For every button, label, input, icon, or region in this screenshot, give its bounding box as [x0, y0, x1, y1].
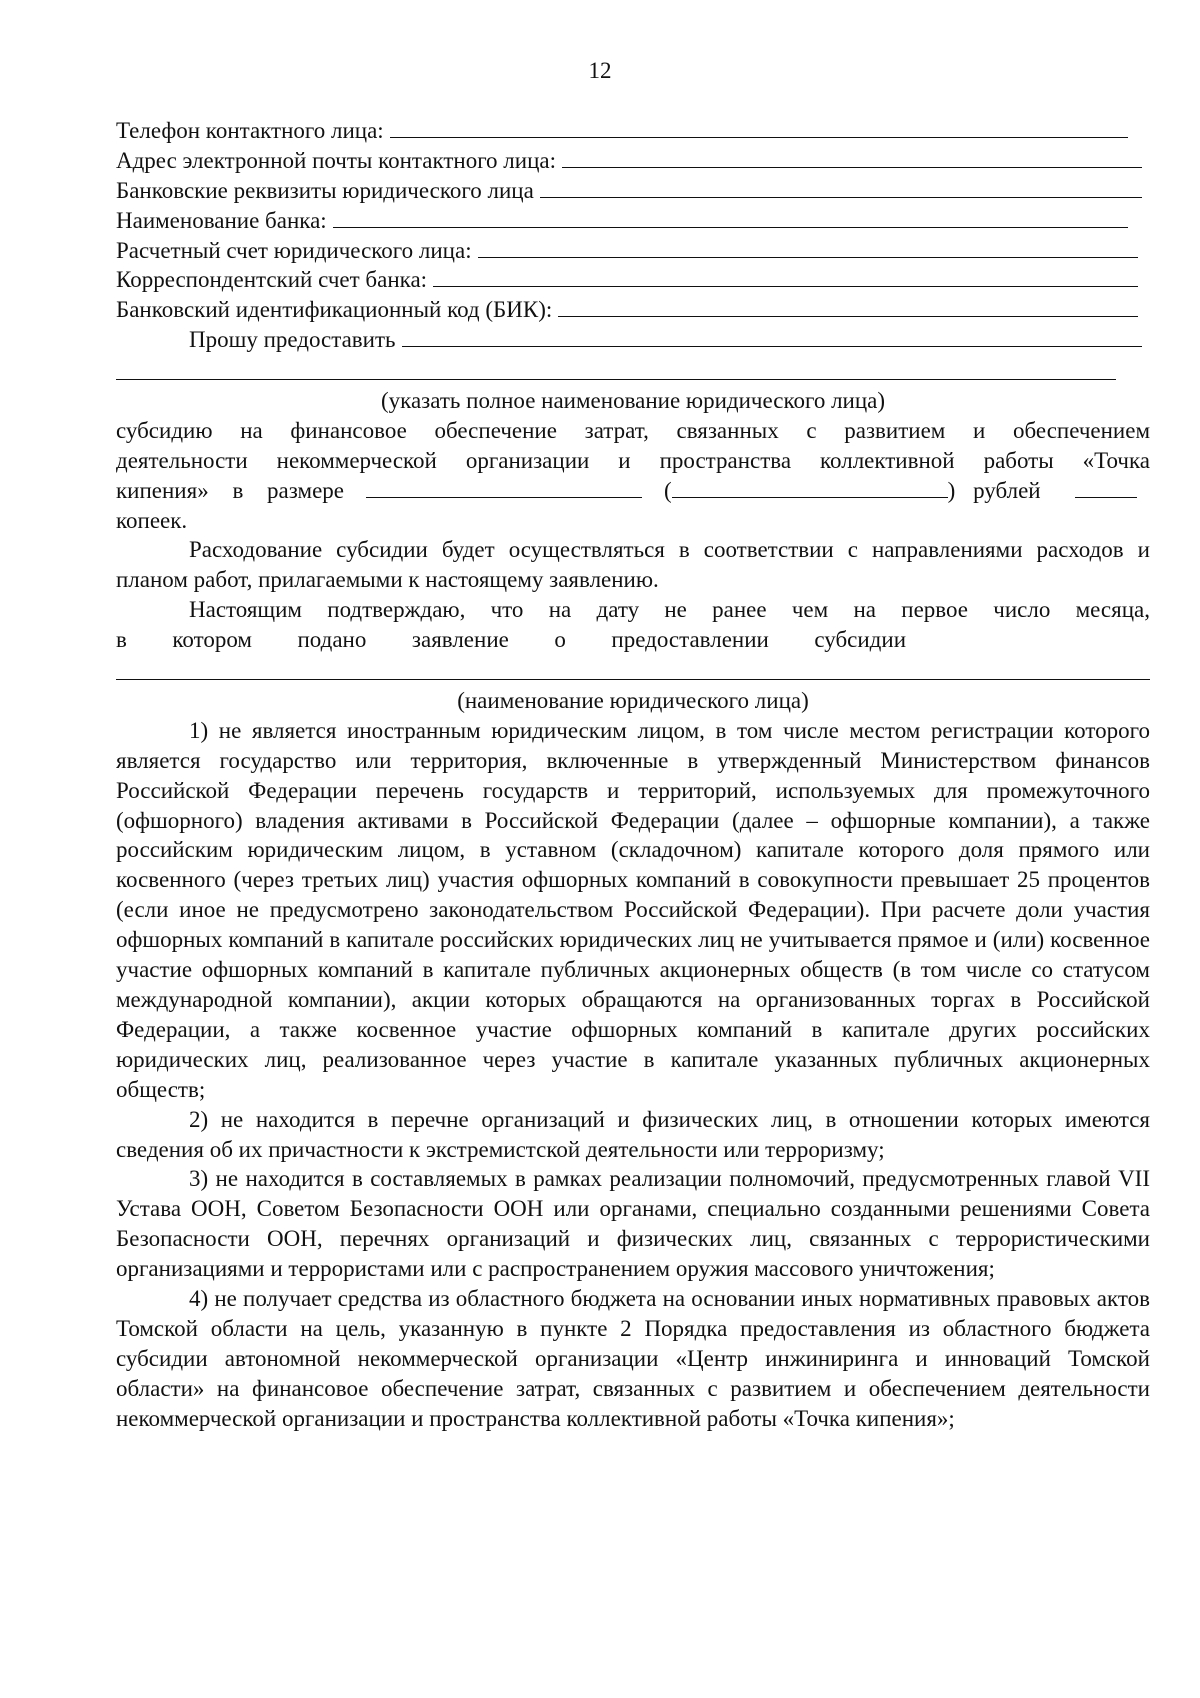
amount-open-paren: ( [664, 477, 672, 503]
blank-line [390, 117, 1128, 138]
field-label: Банковский идентификационный код (БИК): [116, 297, 553, 323]
blank-line [562, 147, 1142, 168]
field-label: Адрес электронной почты контактного лица: [116, 147, 556, 173]
blank-line [478, 237, 1138, 258]
amount-prefix: кипения» в размере [116, 477, 344, 503]
kopecks-blank [1075, 477, 1137, 498]
amount-rubles: ) рублей [947, 477, 1041, 503]
amount-words-blank [672, 477, 948, 498]
blank-line [540, 177, 1142, 198]
name-caption: (наименование юридического лица) [457, 687, 809, 713]
correspondent-account-field [116, 265, 1138, 295]
name-blank-line [116, 655, 1150, 680]
settlement-account-field [116, 236, 1138, 266]
spending-paragraph: Расходование субсидии будет осуществляться в соответствии с направлениями расходов и планом работ, прилагаемыми к настоящему заявлению. [116, 537, 1150, 593]
list-item: 1) не является иностранным юридическим лицом, в том числе местом регистрации которого является государство или территория, включенные в утвержденный Министерством финансов Российской Федерации перечень государств и территорий, используемых для промежуточного (офшорного) владения активами в Российской Федерации (далее – офшорные компании), а также российским юридическим лицом, в уставном (складочном) капитале которого доля прямого или косвенного (через третьих лиц) участия офшорных компаний в совокупности превышает 25 процентов (если иное не предусмотрено законодательством Российской Федерации). При расчете доли участия офшорных компаний в капитале российских юридических лиц не учитывается прямое и (или) косвенное участие офшорных компаний в капитале публичных акционерных обществ (в том числе со статусом международной компании), акции которых обращаются на организованных торгах в Российской Федерации, а также косвенное участие офшорных компаний в капитале других российских юридических лиц, реализованное через участие в капитале указанных публичных акционерных обществ; [116, 717, 1150, 1102]
request-field [116, 325, 1142, 355]
bik-field [116, 295, 1138, 325]
subsidy-text-line: субсидию на финансовое обеспечение затрат, связанных с развитием и обеспечением [116, 417, 1150, 443]
field-label: Телефон контактного лица: [116, 118, 384, 143]
confirm-text-line: в котором подано заявление о предоставлении субсидии [116, 627, 906, 653]
field-label: Расчетный счет юридического лица: [116, 237, 472, 263]
bank-name-field [116, 206, 1128, 236]
amount-row [116, 476, 1150, 506]
request-label: Прошу предоставить [189, 327, 396, 353]
contact-phone-field [116, 116, 1128, 146]
blank-line [558, 296, 1138, 317]
subsidy-text-line: деятельности некоммерческой организации и пространства коллективной работы «Точка [116, 447, 1150, 473]
list-item: 2) не находится в перечне организаций и физических лиц, в отношении которых имеются сведения об их причастности к экстремистской деятельности или терроризму; [116, 1106, 1150, 1162]
blank-line [402, 326, 1142, 347]
confirm-text-line: Настоящим подтверждаю, что на дату не ранее чем на первое число месяца, [189, 597, 1150, 623]
blank-line [333, 207, 1128, 228]
amount-suffix: копеек. [116, 507, 188, 533]
page-number: 12 [588, 58, 612, 83]
field-label: Банковские реквизиты юридического лица [116, 177, 534, 203]
full-name-blank-line [116, 355, 1116, 380]
amount-blank [366, 477, 642, 498]
field-label: Корреспондентский счет банка: [116, 267, 428, 293]
full-name-caption: (указать полное наименование юридического лица) [380, 388, 886, 414]
contact-email-field [116, 146, 1142, 176]
field-label: Наименование банка: [116, 207, 327, 233]
list-item: 3) не находится в составляемых в рамках реализации полномочий, предусмотренных главой VII Устава ООН, Советом Безопасности ООН или органами, специально созданными решениями Совета Безопасности ООН, перечнях организаций и физических лиц, связанных с террористическими организациями и террористами или с распространением оружия массового уничтожения; [116, 1166, 1150, 1282]
list-item: 4) не получает средства из областного бюджета на основании иных нормативных правовых актов Томской области на цель, указанную в пункте 2 Порядка предоставления из областного бюджета субсидии автономной некоммерческой организации «Центр инжиниринга и инноваций Томской области» на финансовое обеспечение затрат, связанных с развитием и обеспечением деятельности некоммерческой организации и пространства коллективной работы «Точка кипения»; [116, 1286, 1150, 1431]
blank-line [433, 266, 1138, 287]
document-body [116, 116, 1150, 1434]
bank-details-field [116, 176, 1142, 206]
